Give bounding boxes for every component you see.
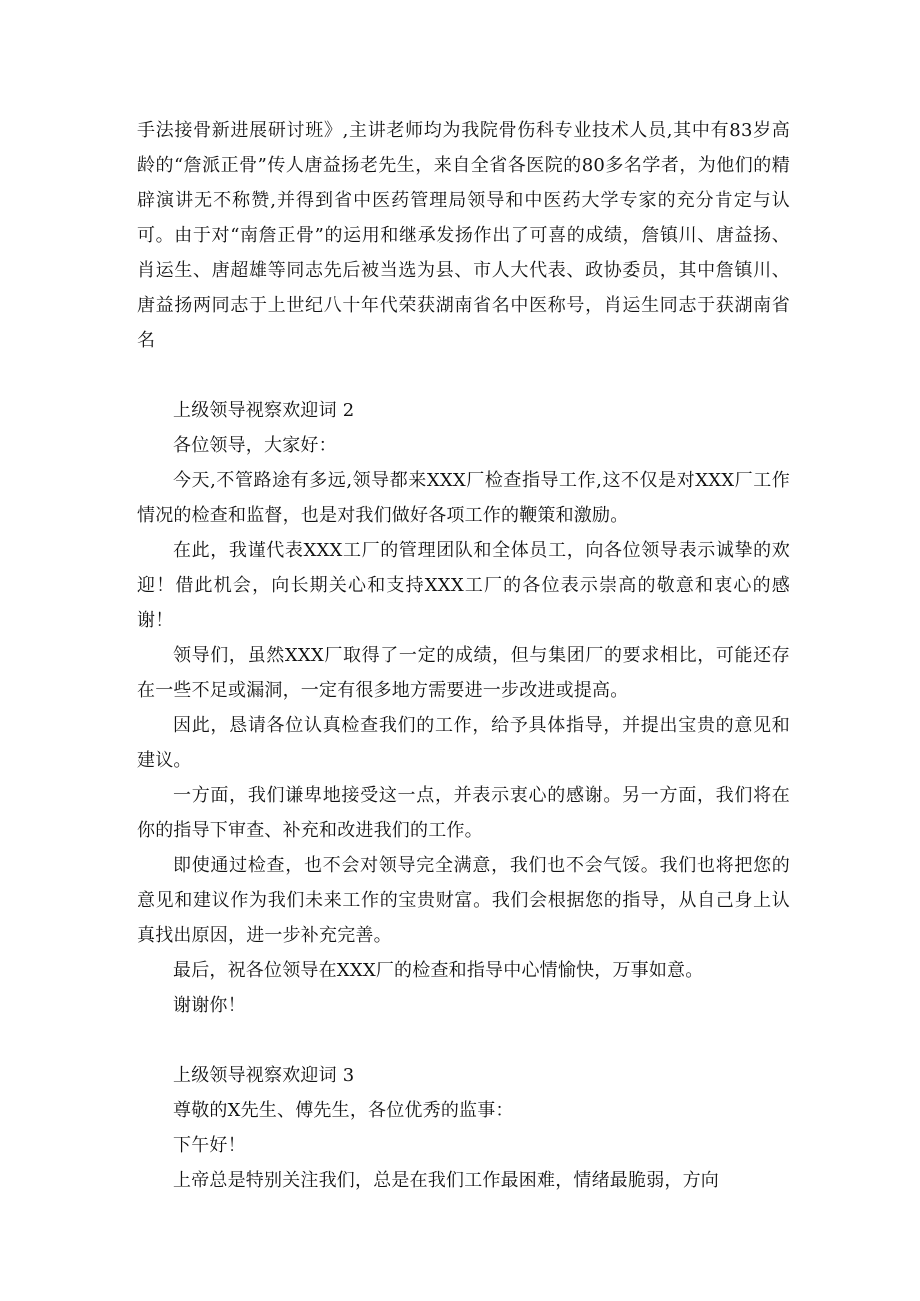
section3-paragraph: 上帝总是特别关注我们，总是在我们工作最困难，情绪最脆弱，方向 (173, 1170, 719, 1191)
section3-greeting: 尊敬的X先生、傅先生，各位优秀的监事： (173, 1100, 514, 1121)
section2-paragraph: 今天,不管路途有多远,领导都来XXX厂检查指导工作,这不仅是对XXX厂工作情况的检查和监督，也是对我们做好各项工作的鞭策和激励。 (137, 470, 790, 526)
section-gap (137, 1023, 790, 1058)
section2-greeting: 各位领导，大家好： (173, 435, 337, 456)
section-gap (137, 358, 790, 393)
section2-paragraph: 最后，祝各位领导在XXX厂的检查和指导中心情愉快，万事如意。 (173, 960, 704, 981)
section2-paragraph: 领导们，虽然XXX厂取得了一定的成绩，但与集团厂的要求相比，可能还存在一些不足或漏洞，一定有很多地方需要进一步改进或提高。 (137, 645, 790, 701)
document-body (137, 113, 790, 1198)
section2-paragraph: 因此，恳请各位认真检查我们的工作，给予具体指导，并提出宝贵的意见和建议。 (137, 715, 790, 771)
section2-paragraph: 在此，我谨代表XXX工厂的管理团队和全体员工，向各位领导表示诚挚的欢迎！借此机会，向长期关心和支持XXX工厂的各位表示崇高的敬意和衷心的感谢！ (137, 540, 790, 631)
section2-paragraph: 即使通过检查，也不会对领导完全满意，我们也不会气馁。我们也将把您的意见和建议作为我们未来工作的宝贵财富。我们会根据您的指导，从自己身上认真找出原因，进一步补充完善。 (137, 855, 790, 946)
intro-paragraph: 手法接骨新进展研讨班》,主讲老师均为我院骨伤科专业技术人员,其中有83岁高龄的“詹派正骨”传人唐益扬老先生，来自全省各医院的80多名学者，为他们的精辟演讲无不称赞,并得到省中医药管理局领导和中医药大学专家的充分肯定与认可。由于对“南詹正骨”的运用和继承发扬作出了可喜的成绩，詹镇川、唐益扬、肖运生、唐超雄等同志先后被当选为县、市人大代表、政协委员，其中詹镇川、唐益扬两同志于上世纪八十年代荣获湖南省名中医称号，肖运生同志于获湖南省名 (137, 120, 790, 351)
section3-salutation: 下午好！ (173, 1135, 246, 1156)
section2-paragraph: 一方面，我们谦卑地接受这一点，并表示衷心的感谢。另一方面，我们将在你的指导下审查、补充和改进我们的工作。 (137, 785, 790, 841)
section2-closing: 谢谢你！ (173, 995, 246, 1016)
section3-title: 上级领导视察欢迎词 3 (173, 1065, 355, 1086)
section2-title: 上级领导视察欢迎词 2 (173, 400, 355, 421)
